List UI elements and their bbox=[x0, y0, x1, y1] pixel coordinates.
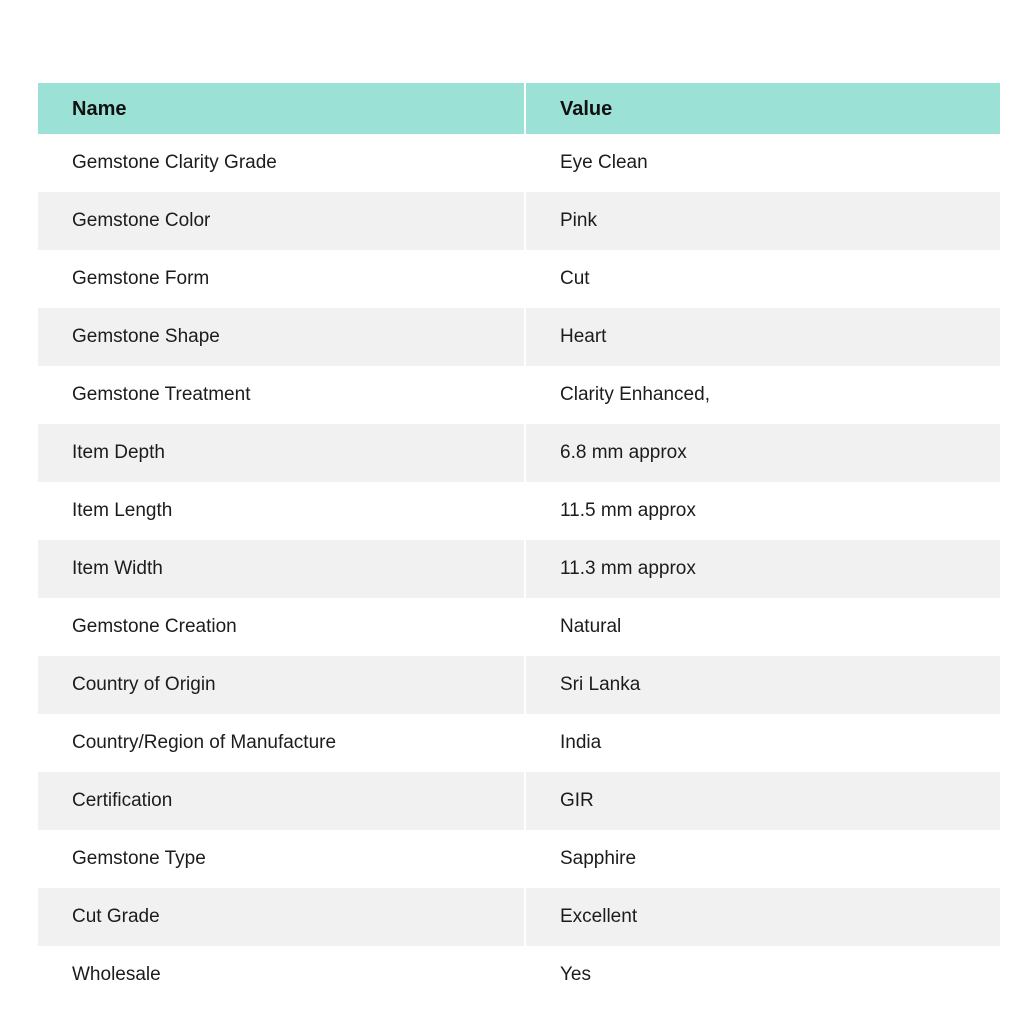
spec-name: Country/Region of Manufacture bbox=[72, 731, 337, 753]
column-header-value: Value bbox=[524, 83, 1000, 134]
table-row bbox=[38, 598, 1000, 656]
spec-name: Wholesale bbox=[72, 963, 161, 985]
spec-value: 11.5 mm approx bbox=[524, 482, 1000, 540]
spec-value: Yes bbox=[524, 946, 1000, 1004]
spec-value: Sapphire bbox=[524, 830, 1000, 888]
spec-name: Item Length bbox=[72, 499, 173, 521]
spec-value: 11.3 mm approx bbox=[524, 540, 1000, 598]
table-row bbox=[38, 656, 1000, 714]
column-header-name: Name bbox=[72, 97, 127, 120]
table-row bbox=[38, 482, 1000, 540]
spec-value: India bbox=[524, 714, 1000, 772]
spec-name: Gemstone Creation bbox=[72, 615, 237, 637]
table-row bbox=[38, 134, 1000, 192]
spec-name: Gemstone Color bbox=[72, 209, 211, 231]
spec-value: Excellent bbox=[524, 888, 1000, 946]
table-row bbox=[38, 714, 1000, 772]
table-row bbox=[38, 192, 1000, 250]
spec-name: Item Depth bbox=[72, 441, 165, 463]
table-row bbox=[38, 540, 1000, 598]
item-specifics-table bbox=[38, 83, 1000, 1004]
table-body bbox=[38, 134, 1000, 1004]
spec-value: Pink bbox=[524, 192, 1000, 250]
spec-name: Gemstone Treatment bbox=[72, 383, 251, 405]
spec-value: Heart bbox=[524, 308, 1000, 366]
spec-name: Gemstone Clarity Grade bbox=[72, 151, 277, 173]
spec-value: Cut bbox=[524, 250, 1000, 308]
spec-value: Natural bbox=[524, 598, 1000, 656]
spec-value: 6.8 mm approx bbox=[524, 424, 1000, 482]
table-row bbox=[38, 772, 1000, 830]
spec-value: Clarity Enhanced, bbox=[524, 366, 1000, 424]
spec-name: Country of Origin bbox=[72, 673, 216, 695]
spec-value: Eye Clean bbox=[524, 134, 1000, 192]
table-row bbox=[38, 424, 1000, 482]
table-row bbox=[38, 308, 1000, 366]
spec-name: Cut Grade bbox=[72, 905, 160, 927]
spec-name: Gemstone Shape bbox=[72, 325, 220, 347]
spec-name: Certification bbox=[72, 789, 173, 811]
table-header-row bbox=[38, 83, 1000, 134]
table-row bbox=[38, 888, 1000, 946]
table-row bbox=[38, 250, 1000, 308]
table-row bbox=[38, 830, 1000, 888]
spec-name: Gemstone Form bbox=[72, 267, 210, 289]
spec-name: Item Width bbox=[72, 557, 163, 579]
spec-value: Sri Lanka bbox=[524, 656, 1000, 714]
spec-value: GIR bbox=[524, 772, 1000, 830]
table-row bbox=[38, 946, 1000, 1004]
table-row bbox=[38, 366, 1000, 424]
spec-name: Gemstone Type bbox=[72, 847, 206, 869]
